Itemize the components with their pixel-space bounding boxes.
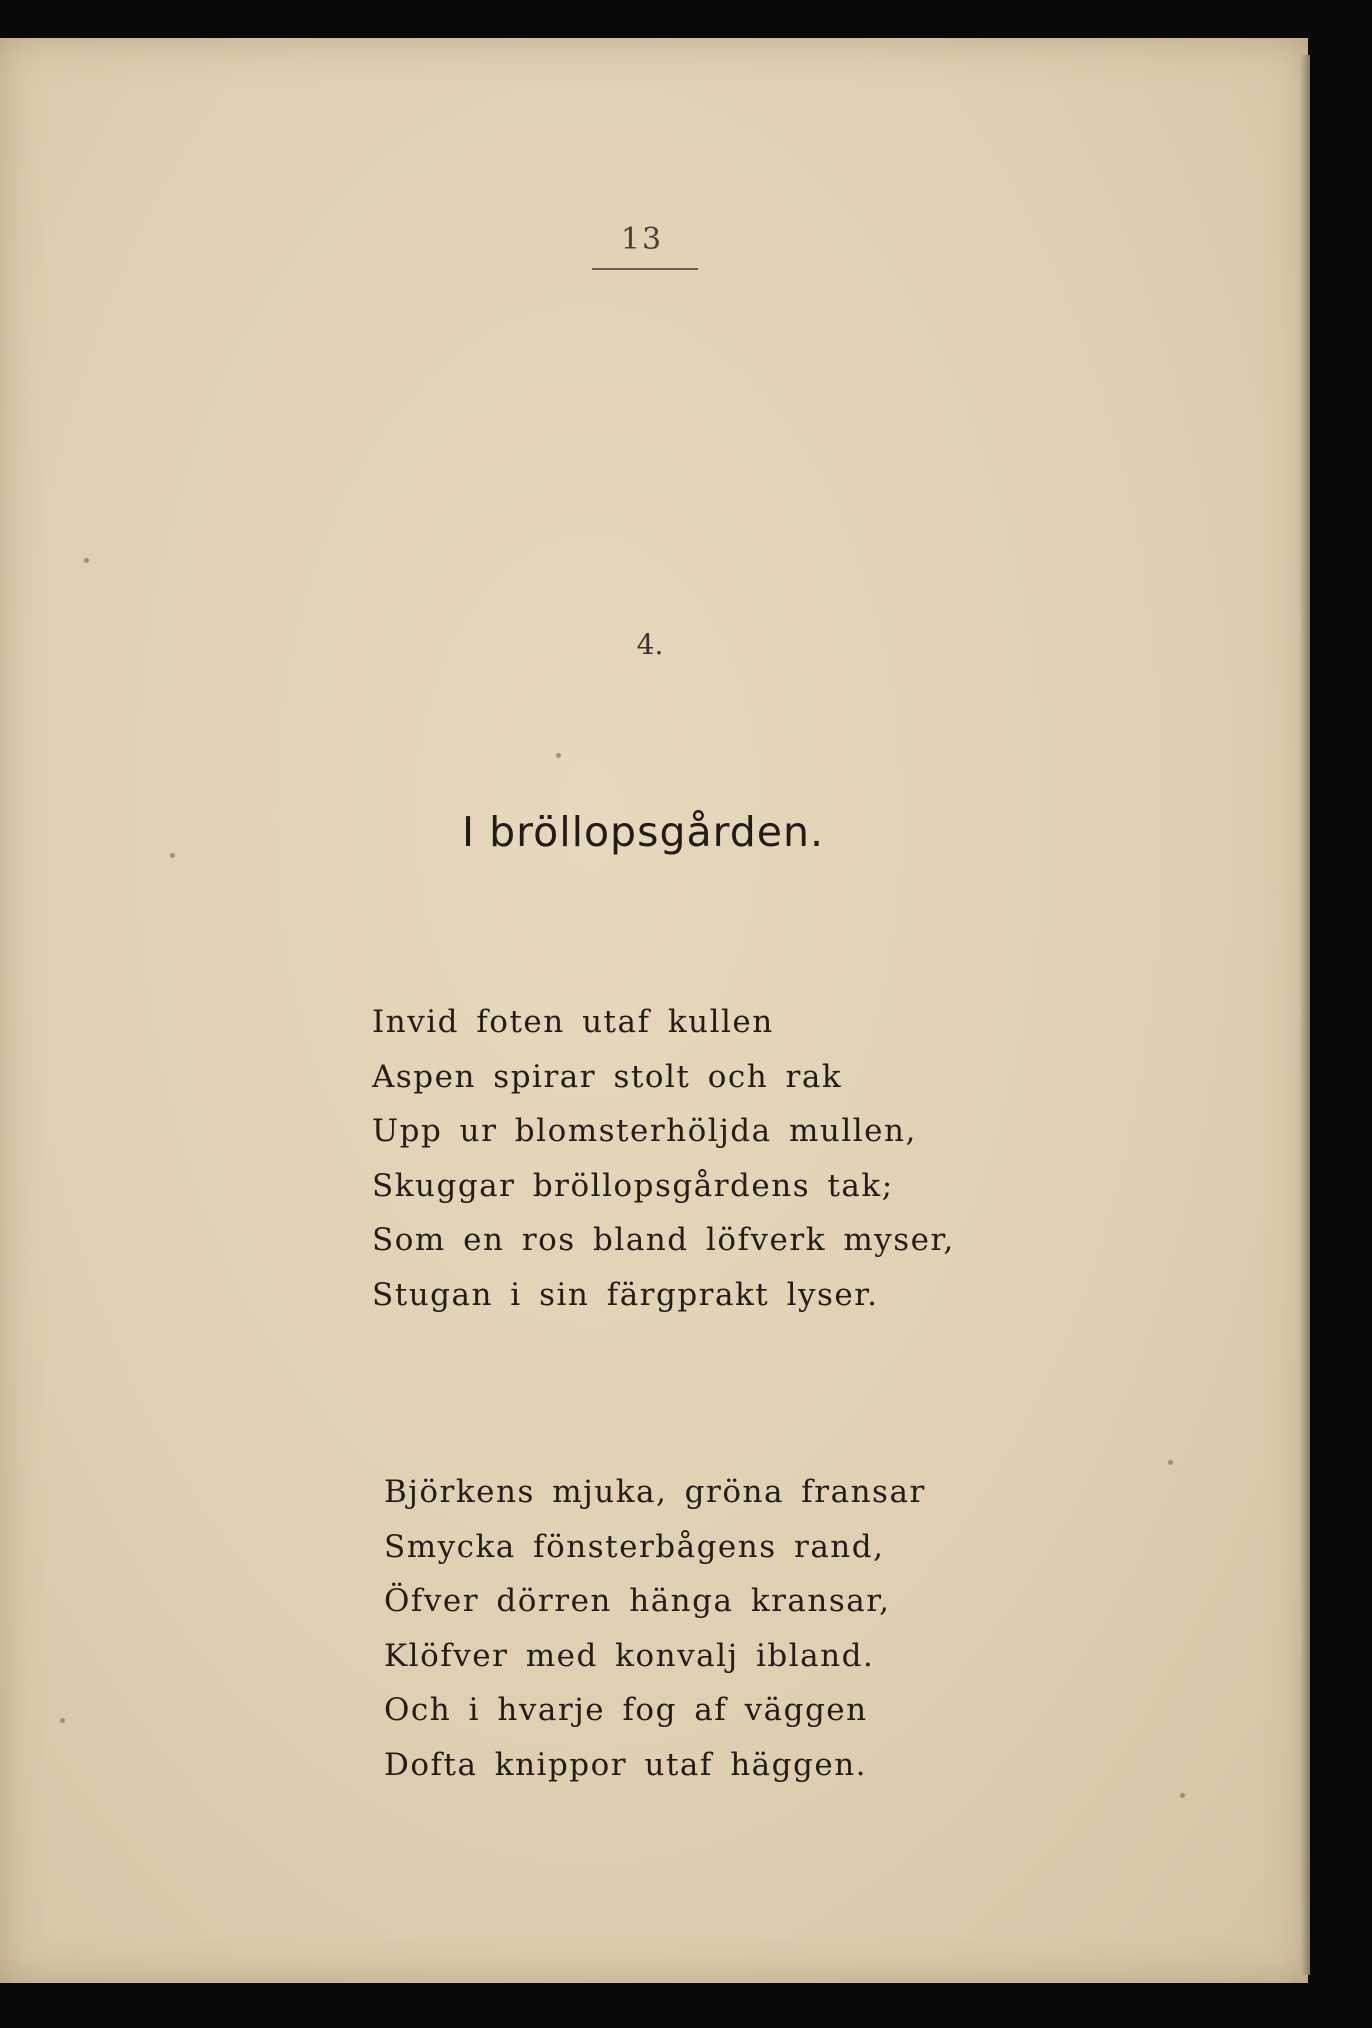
verse-line: Skuggar bröllopsgårdens tak; [372,1167,894,1204]
paper-speck [170,853,175,858]
paper-speck [556,753,561,758]
verse-line: Dofta knippor utaf häggen. [384,1746,868,1783]
verse-line: Öfver dörren hänga kransar, [384,1583,891,1619]
verse-line: Stugan i sin färgprakt lyser. [372,1276,879,1313]
verse-line: Upp ur blomsterhöljda mullen, [372,1113,917,1149]
stanza-2 [384,1465,926,1792]
verse-line: Aspen spirar stolt och rak [372,1058,843,1095]
paper-speck [1168,1460,1173,1465]
paper-speck [60,1718,65,1723]
verse-line: Klöfver med konvalj ibland. [384,1637,875,1674]
paper-speck [84,558,89,563]
verse-line: Och i hvarje fog af väggen [384,1692,868,1728]
verse-line: Som en ros bland löfverk myser, [372,1222,955,1258]
verse-line: Smycka fönsterbågens rand, [384,1528,885,1565]
page-number-rule [592,268,698,270]
verse-line: Björkens mjuka, gröna fransar [384,1474,926,1510]
paper-speck [1180,1793,1185,1798]
poem-title: I bröllopsgården. [462,808,824,856]
stanza-1 [372,995,955,1322]
page-edge [1300,55,1310,1975]
section-number: 4. [636,628,664,661]
page-number: 13 [620,222,664,257]
verse-line: Invid foten utaf kullen [372,1004,774,1040]
